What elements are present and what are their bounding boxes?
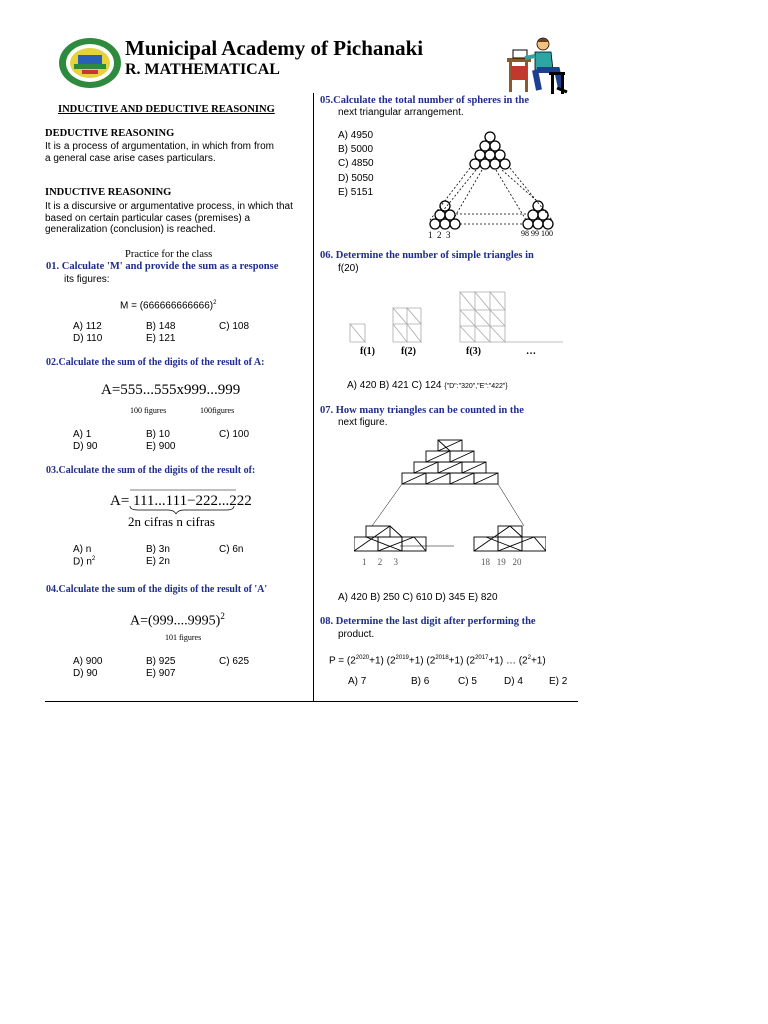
- spheres-left-labels: 1 2 3: [428, 230, 451, 240]
- option-c[interactable]: C) 6n: [219, 544, 244, 555]
- deductive-text: It is a process of argumentation, in which from from a general case arise cases particulars.: [45, 141, 274, 164]
- question-08-continuation: product.: [338, 629, 375, 640]
- option-b[interactable]: B) 6: [411, 676, 430, 687]
- option-b[interactable]: B) 5000: [338, 144, 374, 155]
- ellipsis-label: …: [526, 346, 536, 357]
- option-a[interactable]: A) 1: [73, 429, 92, 440]
- option-b[interactable]: B) 148: [146, 321, 176, 332]
- deductive-title: DEDUCTIVE REASONING: [45, 128, 175, 139]
- question-06-answers: A) 420 B) 421 C) 124 {"D":"320","E":"422"}: [347, 380, 508, 391]
- option-d[interactable]: D) 90: [73, 441, 98, 452]
- f2-label: f(2): [401, 346, 416, 357]
- question-06-title: 06. Determine the number of simple triangles in: [320, 250, 534, 261]
- triangle-blocks-figure: [354, 434, 546, 556]
- blocks-left-labels: 1 2 3: [362, 557, 398, 567]
- practice-label: Practice for the class: [125, 249, 213, 260]
- option-d[interactable]: D) $n^2$: [73, 556, 96, 568]
- option-e[interactable]: E) 121: [146, 333, 176, 344]
- f1-label: f(1): [360, 346, 375, 357]
- option-c[interactable]: C) 625: [219, 656, 250, 667]
- question-07-title: 07. How many triangles can be counted in the: [320, 405, 524, 416]
- question-07-continuation: next figure.: [338, 417, 388, 428]
- bottom-rule: [45, 701, 578, 702]
- question-01-formula: $M = (666666666666)^2$: [120, 300, 217, 312]
- option-c[interactable]: C) 100: [219, 429, 250, 440]
- inductive-title: INDUCTIVE REASONING: [45, 187, 172, 198]
- option-c[interactable]: C) 5: [458, 676, 477, 687]
- question-08-formula: $P = (2^{2020}+1)$ $(2^{2019}+1)$ $(2^{2018}+1)$ $(2^{2017}+1)$ … $(2^2+1)$: [329, 655, 546, 667]
- spheres-triangle-figure: [420, 128, 560, 232]
- question-03-label: 2n cifras n cifras: [128, 514, 215, 529]
- question-02-label-2: 100figures: [200, 406, 235, 415]
- option-b[interactable]: B) 10: [146, 429, 170, 440]
- option-a[interactable]: A) 900: [73, 656, 103, 667]
- question-04-title: 04.Calculate the sum of the digits of the result of 'A': [46, 584, 268, 595]
- option-d[interactable]: D) 4: [504, 676, 523, 687]
- option-d[interactable]: D) 110: [73, 333, 103, 344]
- academy-logo: [58, 37, 122, 89]
- option-e[interactable]: E) 2: [549, 676, 568, 687]
- question-01-title: 01. Calculate 'M' and provide the sum as a response: [46, 261, 279, 272]
- question-02-formula: A=555...555x999...999: [101, 382, 241, 398]
- question-03-title: 03.Calculate the sum of the digits of the result of:: [46, 465, 256, 476]
- option-a[interactable]: A) 7: [348, 676, 367, 687]
- option-d[interactable]: D) 5050: [338, 173, 374, 184]
- question-06-continuation: f(20): [338, 263, 359, 274]
- f3-label: f(3): [466, 346, 481, 357]
- section-heading: INDUCTIVE AND DEDUCTIVE REASONING: [58, 104, 275, 115]
- question-02-title: 02.Calculate the sum of the digits of the result of A:: [46, 357, 265, 368]
- question-03-formula: A= 111...111−222...222: [110, 493, 252, 509]
- option-e[interactable]: E) 2n: [146, 556, 170, 567]
- blocks-right-labels: 18 19 20: [481, 557, 522, 567]
- student-at-desk-illustration: [505, 36, 575, 98]
- option-b[interactable]: B) 925: [146, 656, 176, 667]
- option-a[interactable]: A) 112: [73, 321, 102, 332]
- spheres-right-labels: 98 99 100: [521, 229, 553, 238]
- question-04-label: 101 figures: [165, 633, 202, 642]
- option-d[interactable]: D) 90: [73, 668, 98, 679]
- question-04-formula: $A=(999....9995)^2$: [130, 611, 225, 629]
- question-08-title: 08. Determine the last digit after performing the: [320, 616, 536, 627]
- triangles-sequence-figure: [345, 288, 565, 346]
- inductive-text: It is a discursive or argumentative process, in which that based on certain particular cases (premises) a generalization (conclusion) is reached.: [45, 201, 293, 235]
- question-01-continuation: its figures:: [64, 274, 110, 285]
- option-e[interactable]: E) 900: [146, 441, 176, 452]
- option-a[interactable]: A) 4950: [338, 130, 374, 141]
- question-02-label-1: 100 figures: [130, 406, 167, 415]
- option-e[interactable]: E) 5151: [338, 187, 374, 198]
- question-07-answers: A) 420 B) 250 C) 610 D) 345 E) 820: [338, 592, 498, 603]
- option-e[interactable]: E) 907: [146, 668, 176, 679]
- question-05-continuation: next triangular arrangement.: [338, 107, 464, 118]
- column-divider: [313, 93, 314, 701]
- academy-title: Municipal Academy of Pichanaki: [125, 36, 424, 60]
- option-c[interactable]: C) 4850: [338, 158, 374, 169]
- question-03-brace: [128, 488, 238, 514]
- question-05-title: 05.Calculate the total number of spheres in the: [320, 95, 530, 106]
- option-b[interactable]: B) 3n: [146, 544, 170, 555]
- course-subtitle: R. MATHEMATICAL: [125, 61, 280, 78]
- option-c[interactable]: C) 108: [219, 321, 250, 332]
- option-a[interactable]: A) n: [73, 544, 92, 555]
